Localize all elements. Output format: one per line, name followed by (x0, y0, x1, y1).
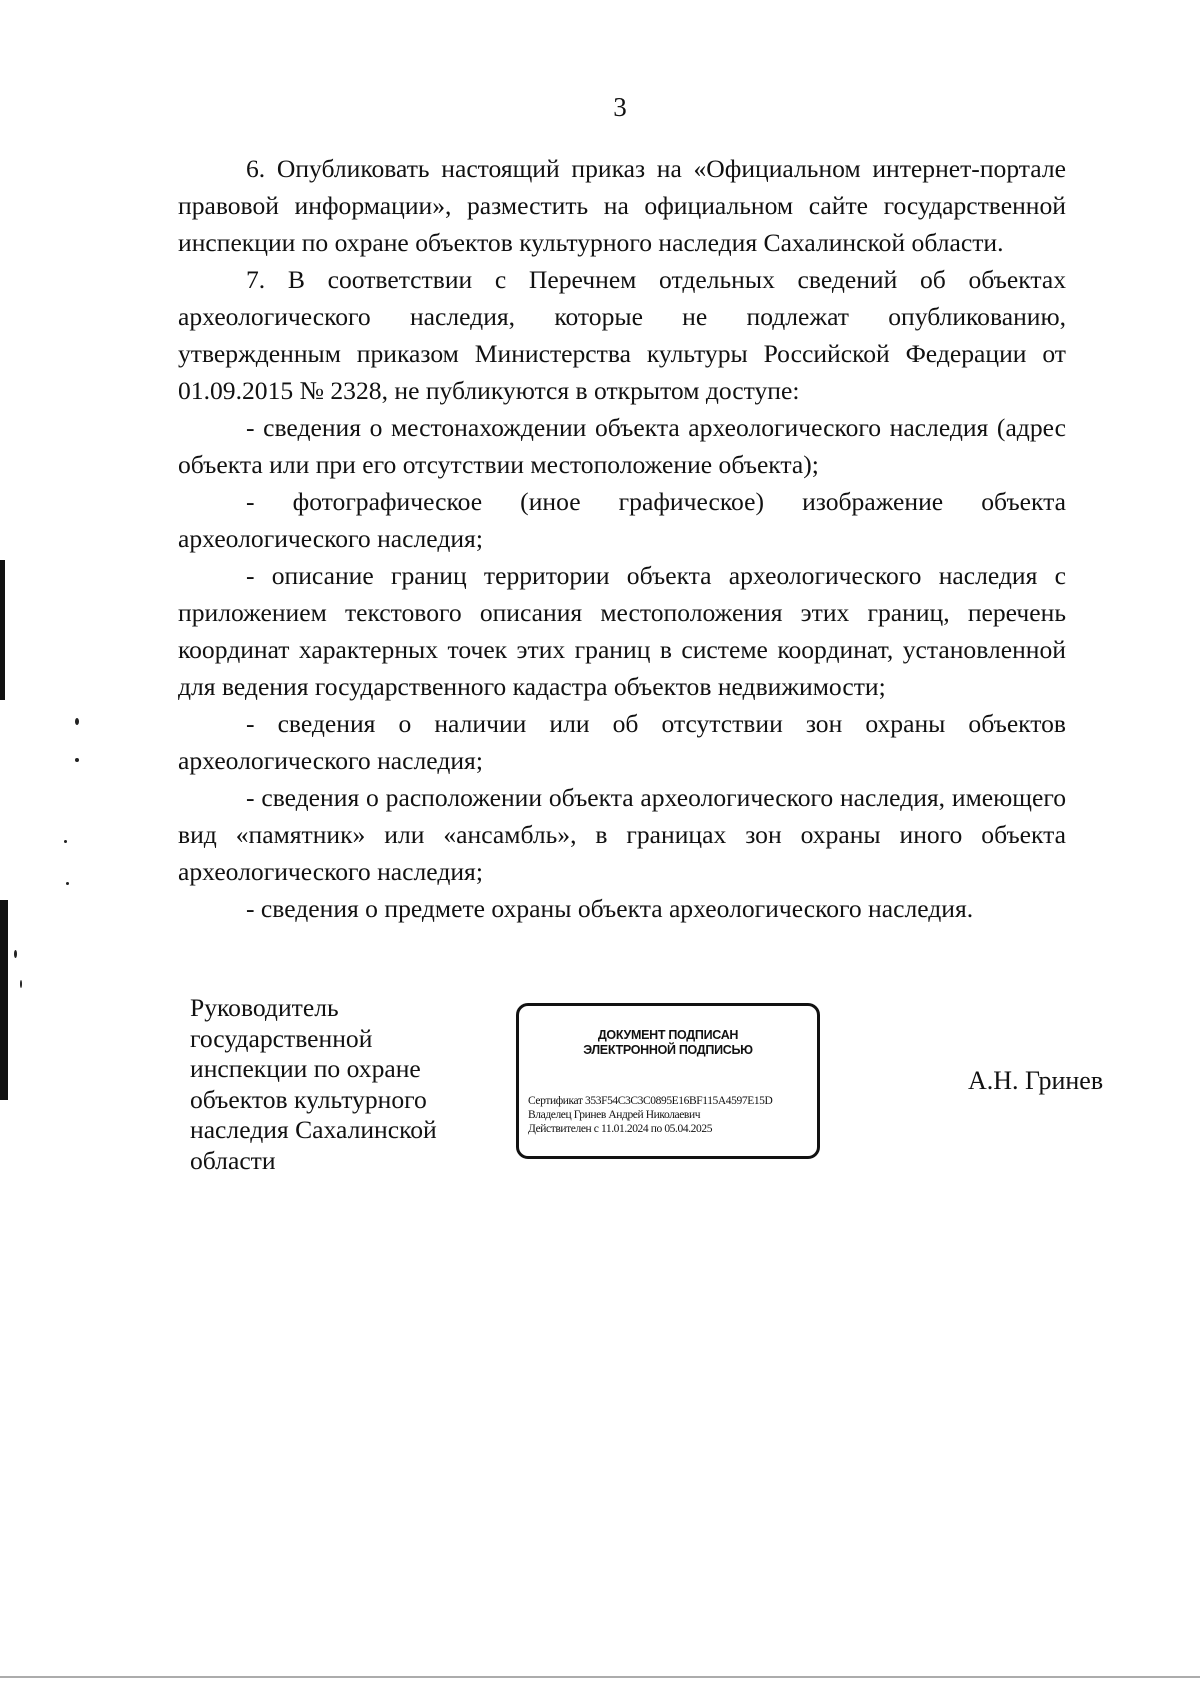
signatory-title-line: Руководитель (190, 993, 339, 1022)
stamp-title-line: ДОКУМЕНТ ПОДПИСАН (597, 1028, 739, 1042)
list-item: - сведения о расположении объекта археологического наследия, имеющего вид «памятник» или «ансамбль», в границах зон охраны иного объекта археологического наследия; (178, 783, 1066, 886)
scan-speck (64, 840, 67, 843)
signatory-title-line: объектов культурного (190, 1084, 427, 1114)
signatory-title (190, 993, 490, 1176)
stamp-owner: Владелец Гринев Андрей Николаевич (528, 1109, 701, 1121)
list-item: - описание границ территории объекта археологического наследия с приложением текстового описания местоположения этих границ, перечень координат характерных точек этих границ в системе координат, установленной для ведения государственного кадастра объектов недвижимости; (178, 561, 1066, 701)
stamp-title (519, 1028, 817, 1058)
signatory-title-line: наследия Сахалинской (190, 1115, 437, 1144)
document-body (178, 150, 1066, 927)
stamp-certificate: Сертификат 353F54C3C3C0895E16BF115A4597E15D (528, 1095, 773, 1107)
stamp-title-line: ЭЛЕКТРОННОЙ ПОДПИСЬЮ (583, 1043, 753, 1057)
signatory-title-line: области (190, 1145, 276, 1175)
scan-speck (14, 950, 17, 958)
scan-edge-mark (0, 1676, 1200, 1678)
scan-edge-mark (0, 560, 5, 700)
scan-speck (75, 758, 79, 762)
stamp-details (528, 1094, 820, 1136)
signatory-title-line: инспекции по охране (190, 1054, 421, 1083)
signer-name: А.Н. Гринев (968, 1066, 1104, 1095)
paragraph-publish: 6. Опубликовать настоящий приказ на «Официальном интернет-портале правовой информации», разместить на официальном сайте государственной инспекции по охране объектов культурного наследия Сахалинской области. (178, 154, 1066, 257)
scan-edge-mark (0, 900, 8, 1100)
signatory-title-line: государственной (190, 1023, 373, 1053)
list-item: - сведения о местонахождении объекта археологического наследия (адрес объекта или при его отсутствии местоположение объекта); (178, 413, 1066, 479)
list-item: - сведения о предмете охраны объекта археологического наследия. (246, 894, 974, 923)
electronic-signature-stamp (516, 1003, 820, 1159)
page-number: 3 (613, 92, 627, 122)
scan-speck (20, 980, 22, 988)
list-item: - фотографическое (иное графическое) изображение объекта археологического наследия; (178, 487, 1066, 553)
paragraph-restricted-info: 7. В соответствии с Перечнем отдельных сведений об объектах археологического наследия, которые не подлежат опубликованию, утвержденным приказом Министерства культуры Российской Федерации от 01.09.2015 № 2328, не публикуются в открытом доступе: (178, 265, 1066, 405)
scan-speck (66, 882, 69, 885)
scan-speck (75, 718, 79, 725)
stamp-validity: Действителен с 11.01.2024 по 05.04.2025 (528, 1123, 713, 1135)
list-item: - сведения о наличии или об отсутствии зон охраны объектов археологического наследия; (178, 709, 1066, 775)
